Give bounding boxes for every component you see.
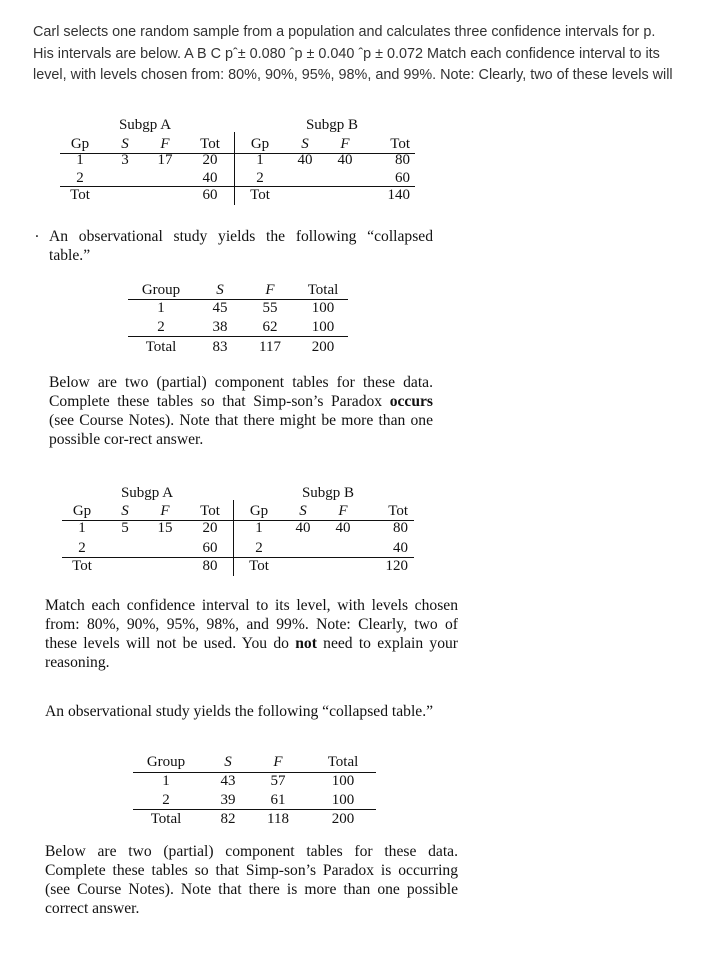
cell: 40 [202,170,218,186]
cell: 1 [76,152,84,168]
cell: 61 [270,792,286,808]
header-group: Group [141,282,181,298]
subgroup-b-label: Subgp B [305,117,359,133]
bullet-marker: . [35,224,39,241]
cell: 120 [385,558,408,574]
cell: 40 [335,520,351,536]
header-s: S [121,136,129,152]
cell: 40 [297,152,313,168]
cell: 200 [311,339,335,355]
paragraph-3 [45,596,458,672]
cell: Tot [72,558,92,574]
header-s: S [299,503,307,519]
paragraph-2-text: Below are two (partial) component tables for these data. Complete these tables so that Simp-son’s Paradox [49,374,433,410]
cell: 17 [157,152,173,168]
cell: 2 [255,540,263,556]
intro-text: Carl selects one random sample from a population and calculates three confidence intervals for p. His intervals are below. A B C pˆ± 0.080 ˆp ± 0.040 ˆp ± 0.072 Match each confidence interval to its level, with levels chosen from: 80%, 90%, 95%, 98%, and 99%. Note: Clearly, two of these levels will [33,24,673,83]
header-gp: Gp [70,136,90,152]
paragraph-2 [49,373,433,449]
cell: 1 [157,300,165,316]
cell: 2 [76,170,84,186]
header-f: F [160,503,170,519]
cell: 2 [78,540,86,556]
cell: 80 [395,152,410,168]
header-gp: Gp [72,503,92,519]
cell: 2 [256,170,264,186]
header-f: F [160,136,170,152]
cell: Tot [70,187,90,203]
rule [133,809,376,810]
header-gp: Gp [249,503,269,519]
header-total: Total [307,282,339,298]
header-tot: Tot [200,136,220,152]
divider [234,132,235,205]
cell: 57 [270,773,286,789]
header-f: F [338,503,348,519]
cell: 40 [295,520,311,536]
cell: Total [150,811,182,827]
cell: Tot [250,187,270,203]
cell: 40 [393,540,408,556]
header-s: S [121,503,129,519]
cell: 100 [311,300,335,316]
paragraph-1: An observational study yields the following “collapsed table.” [49,228,433,264]
paragraph-2-text: (see Course Notes). Note that there might be more than one possible cor-rect answer. [49,412,433,448]
cell: 15 [157,520,173,536]
cell: 38 [212,319,228,335]
cell: 82 [220,811,236,827]
cell: 60 [395,170,410,186]
cell: 40 [337,152,353,168]
header-gp: Gp [250,136,270,152]
cell: 3 [121,152,129,168]
subgroup-a-label: Subgp A [120,485,174,501]
cell: 60 [202,187,218,203]
rule [62,557,414,558]
cell: 100 [331,773,355,789]
cell: 1 [255,520,263,536]
cell: 5 [121,520,129,536]
cell: 39 [220,792,236,808]
cell: 118 [267,811,289,827]
paragraph-2-bold: occurs [389,393,433,410]
subgroup-b-label: Subgp B [301,485,355,501]
cell: Tot [249,558,269,574]
paragraph-4: An observational study yields the following “collapsed table.” [45,703,434,720]
header-tot: Tot [200,503,220,519]
cell: 20 [202,520,218,536]
cell: 80 [393,520,408,536]
cell: 100 [311,319,335,335]
cell: 200 [331,811,355,827]
cell: 140 [387,187,410,203]
header-group: Group [146,754,186,770]
cell: 45 [212,300,228,316]
header-f: F [273,754,283,770]
cell: 100 [331,792,355,808]
subgroup-a-label: Subgp A [118,117,172,133]
paragraph-3-text: Match each confidence interval to its level, with levels chosen from: 80%, 90%, 95%, 98%, and 99%. Note: Clearly, two of these levels will not be used. You do [45,597,458,652]
cell: 62 [262,319,278,335]
cell: Total [145,339,177,355]
cell: 1 [256,152,264,168]
cell: 2 [162,792,170,808]
cell: 2 [157,319,165,335]
cell: 1 [78,520,86,536]
cell: 1 [162,773,170,789]
header-tot: Tot [390,136,410,152]
header-f: F [265,282,275,298]
cell: 83 [212,339,228,355]
header-s: S [216,282,224,298]
cell: 55 [262,300,278,316]
paragraph-5: Below are two (partial) component tables for these data. Complete these tables so that Simp-son’s Paradox is occurring (see Course Notes). Note that there is more than one possible correct answer. [45,843,458,917]
paragraph-3-bold: not [295,635,317,652]
header-f: F [340,136,350,152]
cell: 20 [202,152,218,168]
cell: 60 [202,540,218,556]
header-total: Total [327,754,359,770]
header-tot: Tot [388,503,408,519]
rule [60,186,415,187]
cell: 117 [259,339,281,355]
header-s: S [224,754,232,770]
rule [128,336,348,337]
header-s: S [301,136,309,152]
cell: 80 [202,558,218,574]
paragraph-3-text: need to explain your reasoning. [45,635,458,671]
cell: 43 [220,773,236,789]
divider [233,500,234,576]
